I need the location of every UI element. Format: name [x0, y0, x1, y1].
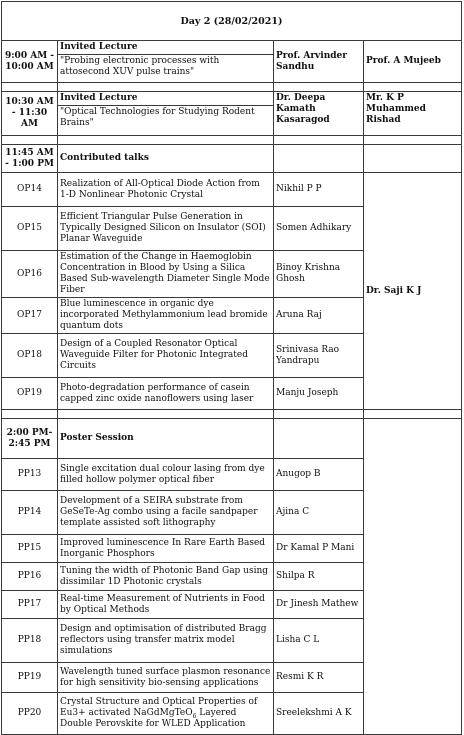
chair-cell: Mr. K P Muhammed Rishad [364, 92, 462, 136]
talk-row [2, 173, 462, 207]
poster-title: Development of a SEIRA substrate from GeSeTe-Ag combo using a facile sandpaper template assisted soft lithography [58, 491, 274, 535]
talk-code: OP14 [2, 173, 58, 207]
poster-title-subscript: 6 [192, 712, 197, 720]
poster-title: Tuning the width of Photonic Band Gap using dissimilar 1D Photonic crystals [58, 563, 274, 591]
chair-cell: Dr. Saji K J [364, 173, 462, 410]
spacer-row [2, 83, 462, 92]
talk-title: "Optical Technologies for Studying Rodent Brains" [60, 107, 255, 128]
talk-title: Blue luminescence in organic dye incorporated Methylammonium lead bromide quantum dots [58, 298, 274, 334]
chair-cell: Prof. A Mujeeb [364, 41, 462, 83]
talk-title: Realization of All-Optical Diode Action from 1-D Nonlinear Photonic Crystal [58, 173, 274, 207]
poster-header-row [2, 419, 462, 459]
poster-code: PP18 [2, 619, 58, 663]
time-cell: 11:45 AM - 1:00 PM [2, 145, 58, 173]
talk-title: Photo-degradation performance of casein capped zinc oxide nanoflowers using laser [58, 378, 274, 410]
poster-author: Resmi K R [274, 663, 364, 693]
time-cell: 2:00 PM-2:45 PM [2, 419, 58, 459]
poster-code: PP13 [2, 459, 58, 491]
talk-code: OP15 [2, 207, 58, 251]
session-label: Poster Session [58, 419, 274, 459]
poster-author: Anugop B [274, 459, 364, 491]
talk-code: OP18 [2, 334, 58, 378]
poster-title-part1: Crystal Structure and Optical Properties of Eu3+ activated NaGdMgTeO [60, 697, 258, 718]
talk-author: Somen Adhikary [274, 207, 364, 251]
poster-code: PP16 [2, 563, 58, 591]
poster-title-part2: Layered Double Perovskite for WLED Application [60, 708, 246, 729]
spacer-row [2, 136, 462, 145]
poster-author: Dr Jinesh Mathew [274, 591, 364, 619]
talk-code: OP16 [2, 251, 58, 298]
poster-title: Single excitation dual colour lasing from dye filled hollow polymer optical fiber [58, 459, 274, 491]
talk-author: Binoy Krishna Ghosh [274, 251, 364, 298]
session-cell [58, 41, 274, 83]
talk-code: OP17 [2, 298, 58, 334]
speaker-cell: Prof. Arvinder Sandhu [274, 41, 364, 83]
poster-code: PP17 [2, 591, 58, 619]
session-type: Invited Lecture [58, 92, 273, 106]
poster-title: Real-time Measurement of Nutrients in Food by Optical Methods [58, 591, 274, 619]
invited-row-1 [2, 41, 462, 83]
talk-author: Aruna Raj [274, 298, 364, 334]
poster-title: Improved luminescence In Rare Earth Based Inorganic Phosphors [58, 535, 274, 563]
talk-author: Manju Joseph [274, 378, 364, 410]
speaker-cell: Dr. Deepa Kamath Kasaragod [274, 92, 364, 136]
talk-title: Efficient Triangular Pulse Generation in Typically Designed Silicon on Insulator (SOI) Planar Waveguide [58, 207, 274, 251]
poster-author: Ajina C [274, 491, 364, 535]
talk-title: "Probing electronic processes with attosecond XUV pulse trains" [60, 56, 220, 77]
session-type: Invited Lecture [58, 41, 273, 55]
day-header-row [2, 2, 462, 41]
talk-title: Estimation of the Change in Haemoglobin Concentration in Blood by Using a Silica Based Sub-wavelength Diameter Single Mode Fiber [58, 251, 274, 298]
poster-title: Design and optimisation of distributed Bragg reflectors using transfer matrix model simulations [58, 619, 274, 663]
schedule-table [1, 1, 462, 735]
talk-author: Nikhil P P [274, 173, 364, 207]
talk-code: OP19 [2, 378, 58, 410]
poster-author: Lisha C L [274, 619, 364, 663]
poster-code: PP19 [2, 663, 58, 693]
talk-author: Srinivasa Rao Yandrapu [274, 334, 364, 378]
poster-code: PP14 [2, 491, 58, 535]
day-header: Day 2 (28/02/2021) [2, 2, 462, 41]
poster-author: Dr Kamal P Mani [274, 535, 364, 563]
poster-title: Wavelength tuned surface plasmon resonance for high sensitivity bio-sensing applications [58, 663, 274, 693]
contributed-header-row [2, 145, 462, 173]
poster-title [58, 693, 274, 735]
poster-code: PP20 [2, 693, 58, 735]
spacer-row [2, 410, 462, 419]
poster-author: Shilpa R [274, 563, 364, 591]
talk-title: Design of a Coupled Resonator Optical Waveguide Filter for Photonic Integrated Circuits [58, 334, 274, 378]
invited-row-2 [2, 92, 462, 136]
time-cell: 10:30 AM - 11:30 AM [2, 92, 58, 136]
poster-code: PP15 [2, 535, 58, 563]
time-cell: 9:00 AM - 10:00 AM [2, 41, 58, 83]
poster-author: Sreelekshmi A K [274, 693, 364, 735]
session-cell [58, 92, 274, 136]
session-label: Contributed talks [58, 145, 274, 173]
